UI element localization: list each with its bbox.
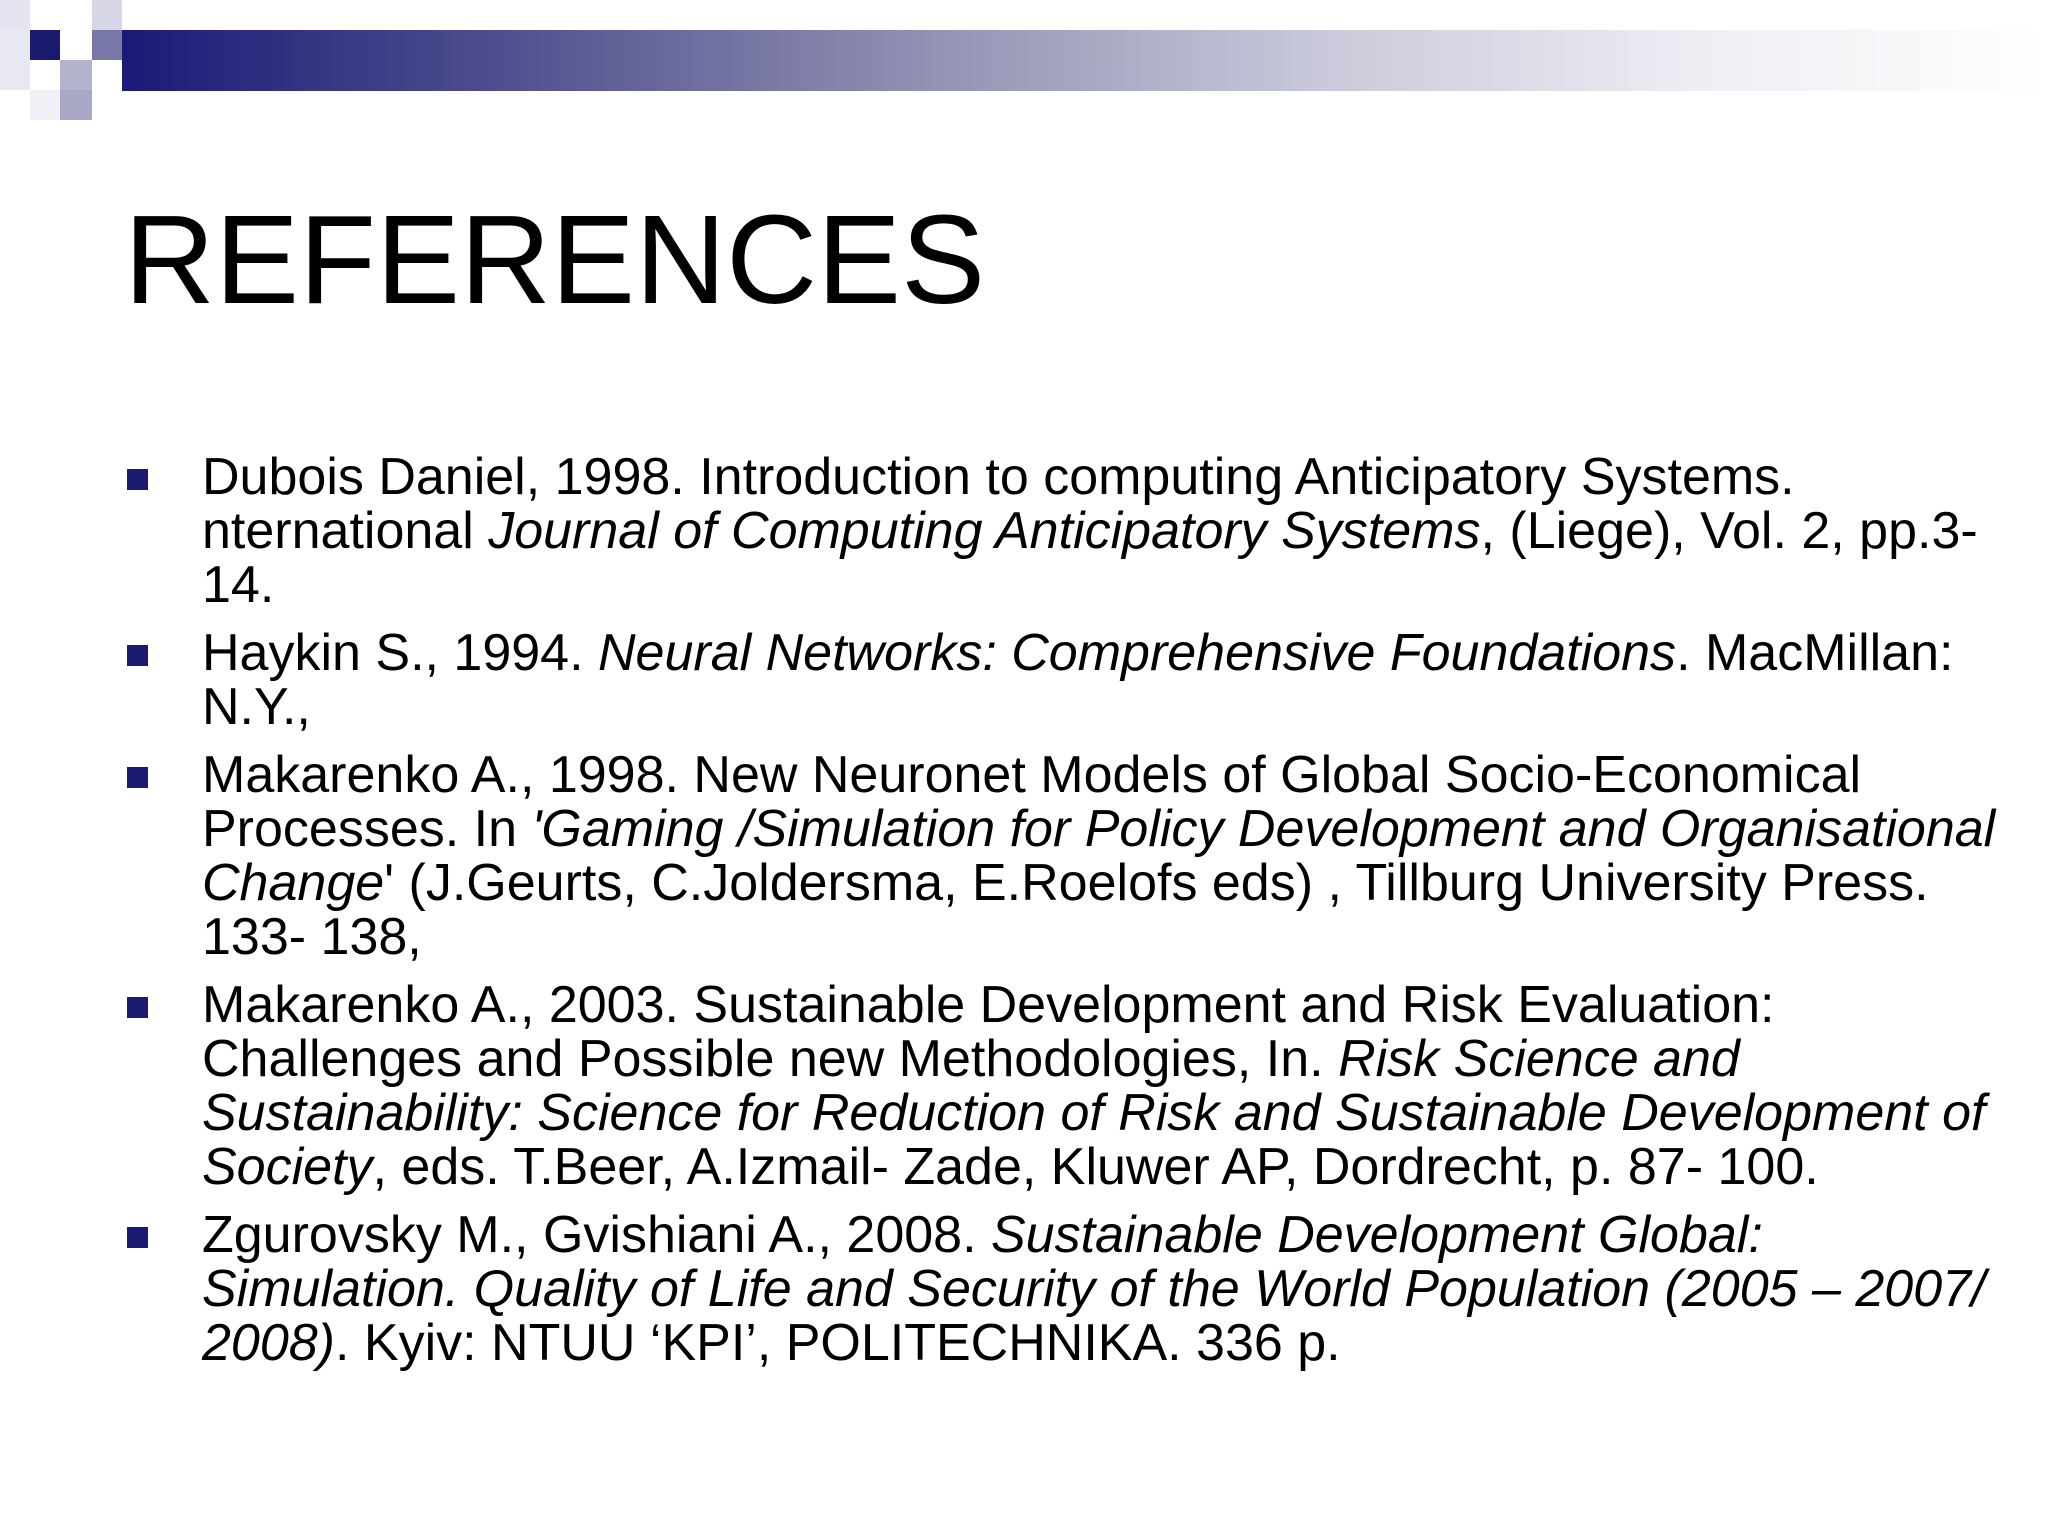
- reference-text: Zgurovsky M., Gvishiani A., 2008.: [202, 1206, 991, 1264]
- decor-square: [92, 60, 122, 90]
- gradient-banner: [122, 30, 2048, 91]
- reference-text: Haykin S., 1994.: [202, 624, 598, 682]
- reference-item: [124, 450, 2014, 612]
- square-bullet-icon: [127, 1227, 148, 1248]
- reference-text: . MacMillan: N.Y.,: [202, 624, 1968, 736]
- decor-square: [30, 30, 60, 60]
- decor-square: [92, 0, 122, 30]
- square-bullet-icon: [127, 767, 148, 788]
- square-bullet-icon: [127, 645, 148, 666]
- decor-square: [92, 30, 122, 60]
- reference-item: [124, 626, 2014, 734]
- reference-text: Dubois Daniel, 1998. Introduction to computing Anticipatory Systems. nternational: [202, 448, 1810, 560]
- slide-title: REFERENCES: [124, 189, 986, 330]
- reference-item: [124, 748, 2014, 964]
- decor-square: [30, 0, 60, 30]
- reference-text: ' (J.Geurts, C.Joldersma, E.Roelofs eds) , Tillburg University Press. 133- 138,: [202, 854, 1943, 966]
- reference-text: . Kyiv: NTUU ‘KPI’, POLITECHNIKA. 336 p.: [335, 1314, 1341, 1372]
- reference-item: [124, 978, 2014, 1194]
- decor-square: [60, 90, 92, 120]
- reference-italic-text: 'Gaming /Simulation for Policy Development and Organisational Change: [202, 800, 2010, 912]
- decor-square: [0, 30, 30, 90]
- reference-item: [124, 1208, 2014, 1370]
- reference-text: , (Liege), Vol. 2, pp.3-14.: [202, 502, 1978, 614]
- reference-list: [124, 450, 2014, 1384]
- square-bullet-icon: [127, 997, 148, 1018]
- reference-italic-text: Neural Networks: Comprehensive Foundations: [598, 624, 1677, 682]
- square-bullet-icon: [127, 469, 148, 490]
- decor-square: [60, 60, 92, 90]
- decor-square: [0, 0, 30, 30]
- reference-text: , eds. T.Beer, A.Izmail- Zade, Kluwer AP, Dordrecht, p. 87- 100.: [372, 1138, 1819, 1196]
- reference-italic-text: Risk Science and Sustainability: Science for Reduction of Risk and Sustainable Development of Society: [202, 1030, 2000, 1196]
- reference-text: Makarenko A., 2003. Sustainable Development and Risk Evaluation: Challenges and Possible new Methodologies, In.: [202, 976, 1789, 1088]
- reference-text: Makarenko A., 1998. New Neuronet Models of Global Socio-Economical Processes. In: [202, 746, 1876, 858]
- reference-italic-text: Journal of Computing Anticipatory Systems: [488, 502, 1481, 560]
- decor-square: [30, 90, 60, 120]
- reference-italic-text: Sustainable Development Global: Simulation. Quality of Life and Security of the World Population (2005 – 2007/ 2008): [202, 1206, 2000, 1372]
